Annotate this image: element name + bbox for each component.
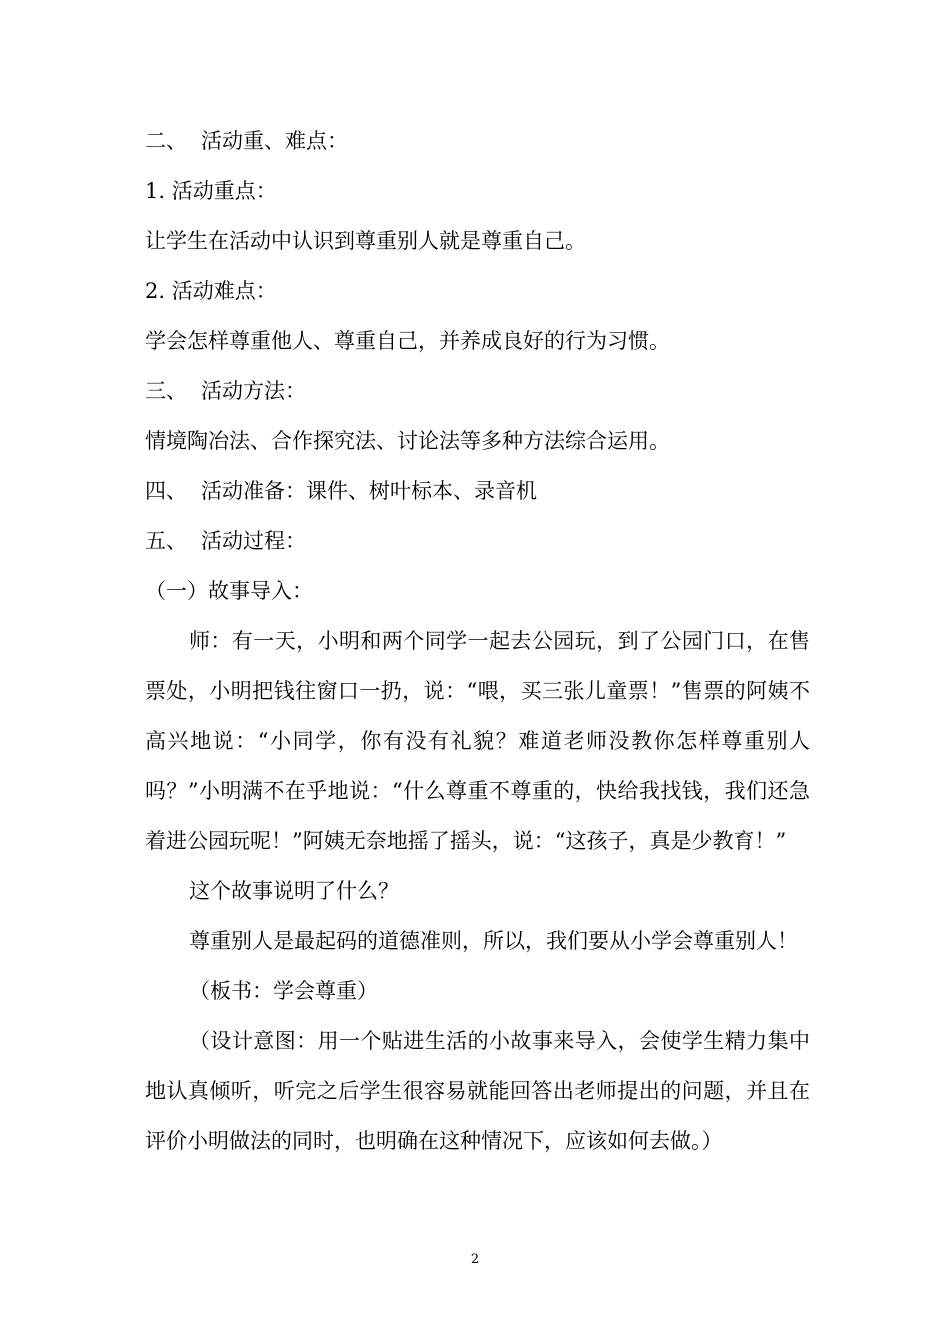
- subheading-difficulties: 2. 活动难点：: [145, 279, 277, 303]
- story-paragraph: 师：有一天，小明和两个同学一起去公园玩，到了公园门口，在售票处，小明把钱往窗口一扔，说：“喂，买三张儿童票！”售票的阿姨不高兴地说：“小同学，你有没有礼貌？难道老师没教你怎样尊重别人吗？”小明满不在乎地说：“什么尊重不尊重的，快给我找钱，我们还急着进公园玩呢！”阿姨无奈地摇了摇头，说：“这孩子，真是少教育！”: [145, 629, 810, 853]
- section-heading-2: [145, 116, 810, 166]
- design-intent-paragraph: （设计意图：用一个贴进生活的小故事来导入，会使学生精力集中地认真倾听，听完之后学生很容易就能回答出老师提出的问题，并且在评价小明做法的同时，也明确在这种情况下，应该如何去做。）: [145, 1029, 810, 1153]
- key-points-text: 让学生在活动中认识到尊重别人就是尊重自己。: [145, 229, 586, 253]
- section-number: 五、: [145, 529, 187, 553]
- section-number: 四、: [145, 479, 187, 503]
- section-title: 活动准备：课件、树叶标本、录音机: [201, 479, 537, 503]
- subheading-story-intro: （一）故事导入：: [145, 579, 313, 603]
- section-number: 三、: [145, 379, 187, 403]
- question-text: 这个故事说明了什么？: [189, 879, 399, 903]
- section-number: 二、: [145, 129, 187, 153]
- section-title: 活动方法：: [201, 379, 306, 403]
- subheading-key-points: 1. 活动重点：: [145, 179, 277, 203]
- section-heading-5: [145, 516, 810, 566]
- section-title: 活动重、难点：: [201, 129, 348, 153]
- answer-text: 尊重别人是最起码的道德准则，所以，我们要从小学会尊重别人！: [189, 929, 798, 953]
- section-heading-3: [145, 366, 810, 416]
- document-body: [145, 116, 810, 1166]
- methods-text: 情境陶冶法、合作探究法、讨论法等多种方法综合运用。: [145, 429, 670, 453]
- section-title: 活动过程：: [201, 529, 306, 553]
- section-heading-4: [145, 466, 810, 516]
- board-note: （板书：学会尊重）: [189, 979, 378, 1003]
- difficulties-text: 学会怎样尊重他人、尊重自己，并养成良好的行为习惯。: [145, 329, 670, 353]
- page-number: 2: [470, 1252, 480, 1267]
